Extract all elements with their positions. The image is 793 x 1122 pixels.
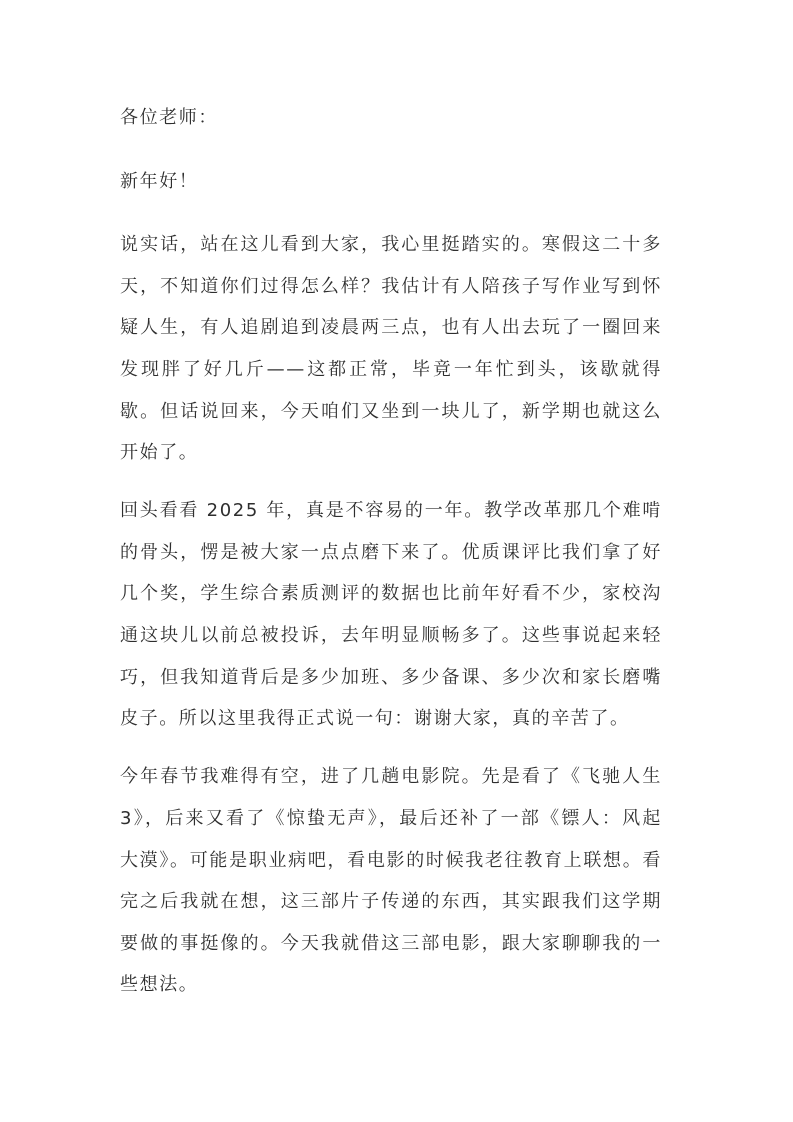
salutation: 各位老师：: [120, 107, 218, 128]
paragraph-intro: 说实话，站在这儿看到大家，我心里挺踏实的。寒假这二十多天，不知道你们过得怎么样？我估计有人陪孩子写作业写到怀疑人生，有人追剧追到凌晨两三点，也有人出去玩了一圈回来发现胖了好几斤——这都正常，毕竟一年忙到头，该歇就得歇。但话说回来，今天咱们又坐到一块儿了，新学期也就这么开始了。: [120, 234, 662, 464]
paragraph-movies: 今年春节我难得有空，进了几趟电影院。先是看了《飞驰人生3》，后来又看了《惊蛰无声》，最后还补了一部《镖人：风起大漠》。可能是职业病吧，看电影的时候我老往教育上联想。看完之后我就在想，这三部片子传递的东西，其实跟我们这学期要做的事挺像的。今天我就借这三部电影，跟大家聊聊我的一些想法。: [120, 766, 662, 996]
document-page: [120, 97, 662, 1022]
greeting: 新年好！: [120, 170, 199, 192]
paragraph-review-2025: 回头看看 2025 年，真是不容易的一年。教学改革那几个难啃的骨头，愣是被大家一点点磨下来了。优质课评比我们拿了好几个奖，学生综合素质测评的数据也比前年好看不少，家校沟通这块儿以前总被投诉，去年明显顺畅多了。这些事说起来轻巧，但我知道背后是多少加班、多少备课、多少次和家长磨嘴皮子。所以这里我得正式说一句：谢谢大家，真的辛苦了。: [120, 500, 662, 730]
